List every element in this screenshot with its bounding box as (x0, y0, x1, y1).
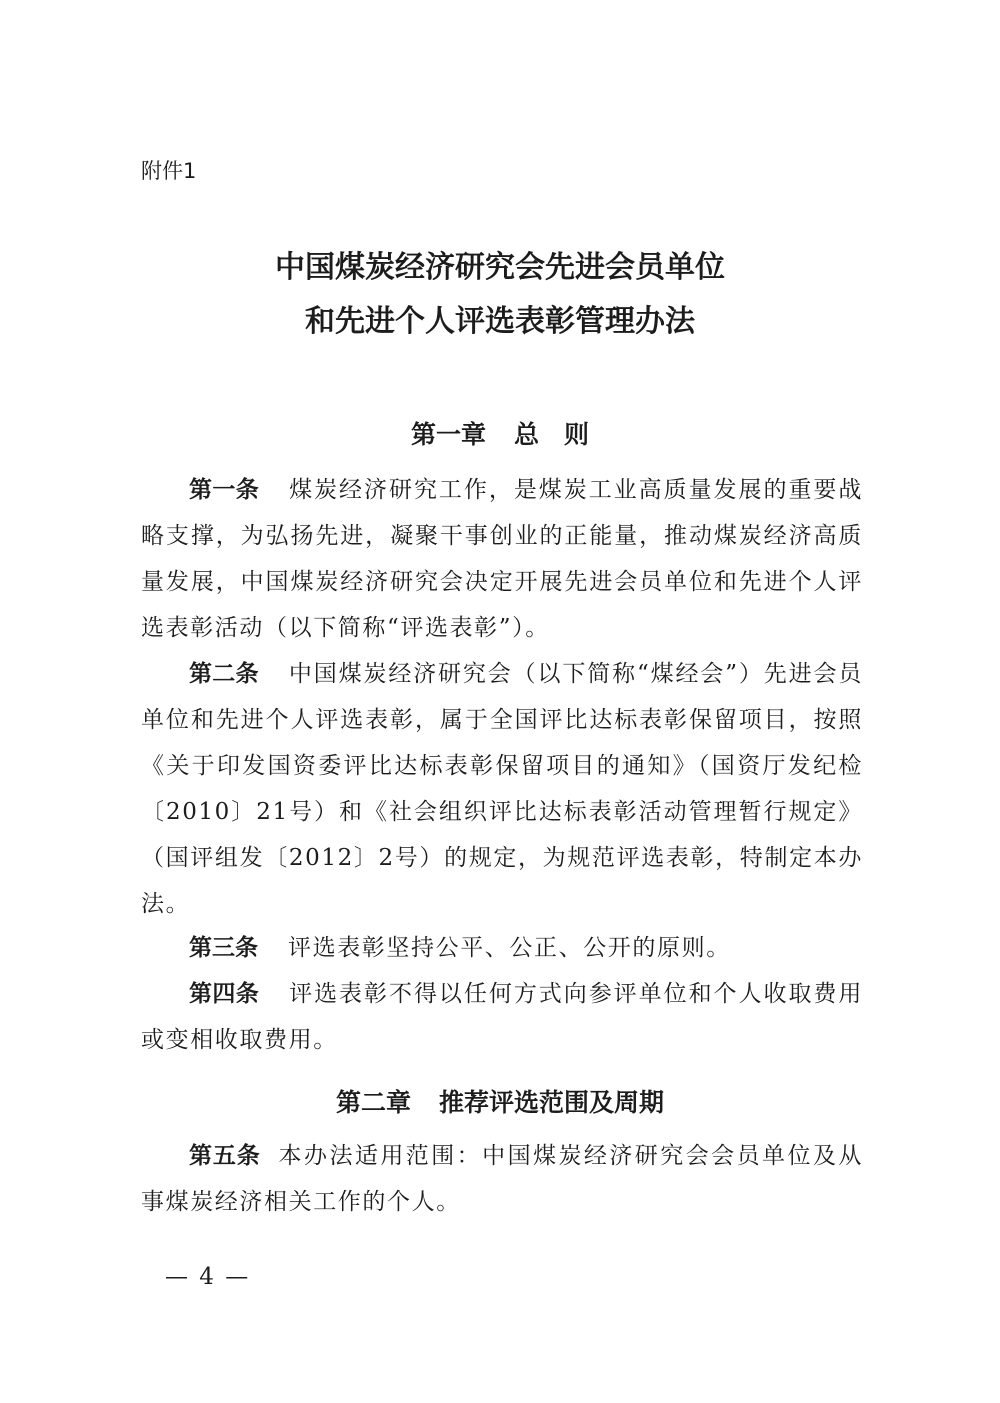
article-4-label: 第四条 (189, 981, 260, 1007)
page-number: — 4 — (165, 1264, 251, 1290)
document-title-line-2: 和先进个人评选表彰管理办法 (305, 304, 695, 339)
article-3-label: 第三条 (189, 935, 258, 961)
article-2-text: 中国煤炭经济研究会（以下简称“煤经会”）先进会员单位和先进个人评选表彰，属于全国评比达标表彰保留项目，按照《关于印发国资委评比达标表彰保留项目的通知》（国资厅发纪检〔2010〕21号）和《社会组织评比达标表彰活动管理暂行规定》（国评组发〔2012〕2号）的规定，为规范评选表彰，特制定本办法。 (141, 661, 864, 917)
chapter-2-number: 第二章 (335, 1088, 411, 1117)
article-5 (141, 1133, 863, 1225)
article-1-label: 第一条 (189, 477, 260, 503)
chapter-1-name: 总 则 (514, 420, 590, 449)
chapter-2-name: 推荐评选范围及周期 (439, 1088, 665, 1117)
article-5-label: 第五条 (189, 1143, 261, 1169)
article-2 (141, 651, 863, 927)
article-1 (141, 467, 863, 651)
article-3-text: 评选表彰坚持公平、公正、公开的原则。 (288, 935, 731, 961)
attachment-label: 附件1 (141, 159, 197, 183)
chapter-1-number: 第一章 (410, 420, 486, 449)
article-1-text: 煤炭经济研究工作，是煤炭工业高质量发展的重要战略支撑，为弘扬先进，凝聚干事创业的正能量，推动煤炭经济高质量发展，中国煤炭经济研究会决定开展先进会员单位和先进个人评选表彰活动（以下简称“评选表彰”）。 (141, 477, 863, 641)
article-2-label: 第二条 (189, 661, 259, 687)
article-4-text: 评选表彰不得以任何方式向参评单位和个人收取费用或变相收取费用。 (141, 981, 863, 1053)
article-5-text: 本办法适用范围：中国煤炭经济研究会会员单位及从事煤炭经济相关工作的个人。 (141, 1143, 863, 1215)
article-4 (141, 971, 863, 1063)
document-title-line-1: 中国煤炭经济研究会先进会员单位 (275, 250, 725, 285)
chapter-2-heading (0, 1086, 1000, 1120)
article-3 (141, 925, 863, 971)
chapter-1-heading (0, 418, 1000, 452)
